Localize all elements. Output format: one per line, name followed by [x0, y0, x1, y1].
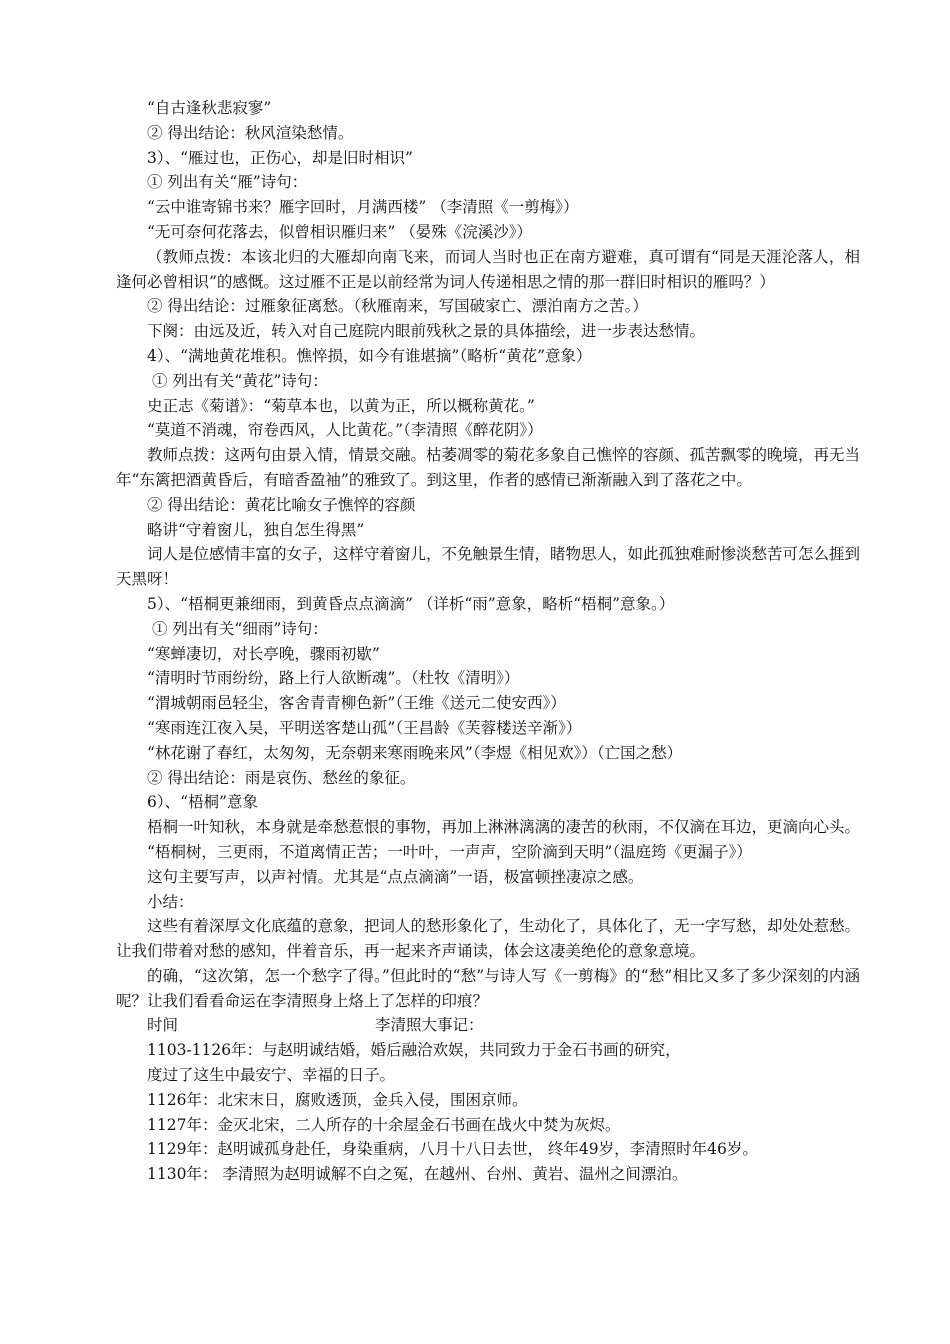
list-heading: ① 列出有关“细雨”诗句： [152, 619, 328, 638]
body-line: 略讲“守着窗儿，独自怎生得黑” [147, 520, 365, 539]
body-line: 下阕：由远及近，转入对自己庭院内眼前残秋之景的具体描绘，进一步表达愁情。 [147, 322, 706, 341]
poem-line: “无可奈何花落去，似曾相识雁归来” （晏殊《浣溪沙》） [147, 222, 533, 241]
poem-line: “清明时节雨纷纷，路上行人欲断魂”。（杜牧《清明》） [147, 669, 520, 688]
poem-line: “梧桐树，三更雨，不道离情正苦；一叶叶，一声声，空阶滴到天明”（温庭筠《更漏子》） [147, 842, 752, 861]
conclusion-line: ② 得出结论：秋风渲染愁情。 [147, 123, 354, 142]
timeline-entry: 1129年：赵明诚孤身赴任，身染重病，八月十八日去世， 终年49岁，李清照时年46岁。 [147, 1140, 758, 1159]
conclusion-line: ② 得出结论：黄花比喻女子憔悴的容颜 [147, 495, 416, 514]
section-heading: 3）、“雁过也，正伤心，却是旧时相识” [147, 148, 413, 167]
summary-paragraph: 这些有着深厚文化底蕴的意象，把词人的愁形象化了，生动化了，具体化了，无一字写愁，却处处惹愁。让我们带着对愁的感知，伴着音乐，再一起来齐声诵读，体会这凄美绝伦的意象意境。 [116, 917, 861, 961]
poem-line: 史正志《菊谱》：“菊草本也，以黄为正，所以概称黄花。” [147, 396, 535, 415]
section-heading: 4）、“满地黄花堆积。憔悴损，如今有谁堪摘”（略析“黄花”意象） [147, 346, 592, 365]
section-heading: 6）、“梧桐”意象 [147, 793, 258, 812]
body-paragraph: 梧桐一叶知秋，本身就是牵愁惹恨的事物，再加上淋淋漓漓的凄苦的秋雨，不仅滴在耳边，更滴向心头。 [147, 818, 861, 837]
timeline-entry: 度过了这生中最安宁、幸福的日子。 [147, 1066, 396, 1085]
timeline-entry: 1127年：金灭北宋，二人所存的十余屋金石书画在战火中焚为灰烬。 [147, 1115, 621, 1134]
poem-line: “云中谁寄锦书来？雁字回时，月满西楼” （李清照《一剪梅》） [147, 198, 579, 217]
list-heading: ① 列出有关“雁”诗句： [147, 173, 308, 192]
timeline-events-header: 李清照大事记： [375, 1016, 484, 1035]
poem-line: “渭城朝雨邑轻尘，客舍青青柳色新”（王维《送元二使安西》） [147, 694, 566, 713]
timeline-header [116, 1013, 860, 1038]
teacher-note-paragraph: （教师点拨：本该北归的大雁却向南飞来，而词人当时也正在南方避难，真可谓有“同是天涯沦落人，相逢何必曾相识”的感慨。这过雁不正是以前经常为词人传递相思之情的那一群旧时相识的雁吗？） [116, 247, 860, 291]
poem-line: “寒蝉凄切，对长亭晚，骤雨初歇” [147, 644, 380, 663]
timeline-entry: 1103-1126年：与赵明诚结婚，婚后融洽欢娱，共同致力于金石书画的研究， [147, 1041, 681, 1060]
timeline-entry: 1130年： 李清照为赵明诚解不白之冤，在越州、台州、黄岩、温州之间漂泊。 [147, 1165, 688, 1184]
list-heading: ① 列出有关“黄花”诗句： [152, 371, 328, 390]
conclusion-line: ② 得出结论：雨是哀伤、愁丝的象征。 [147, 768, 416, 787]
timeline-time-header: 时间 [147, 1016, 179, 1035]
teacher-note-paragraph: 教师点拨：这两句由景入情，情景交融。枯萎凋零的菊花多象自己憔悴的容颜、孤苦飘零的晚境，再无当年“东篱把酒黄昏后，有暗香盈袖”的雅致了。到这里，作者的感情已渐渐融入到了落花之中。 [116, 446, 861, 489]
body-paragraph: 的确，“这次第，怎一个愁字了得。”但此时的“愁”与诗人写《一剪梅》的“愁”相比又多了多少深刻的内涵呢？让我们看看命运在李清照身上烙上了怎样的印痕？ [116, 966, 860, 1010]
body-line: 这句主要写声，以声衬情。尤其是“点点滴滴”一语，极富顿挫凄凉之感。 [147, 867, 644, 886]
quote-line: “自古逢秋悲寂寥” [147, 99, 272, 117]
document-body [116, 96, 860, 1187]
poem-line: “林花谢了春红，太匆匆，无奈朝来寒雨晚来风”（李煜《相见欢》）（亡国之愁） [147, 743, 683, 762]
conclusion-line: ② 得出结论：过雁象征离愁。（秋雁南来，写国破家亡、漂泊南方之苦。） [147, 297, 648, 316]
body-paragraph: 词人是位感情丰富的女子，这样守着窗儿，不免触景生情，睹物思人，如此孤独难耐惨淡愁苦可怎么捱到天黑呀！ [116, 545, 861, 589]
poem-line: “寒雨连江夜入吴，平明送客楚山孤”（王昌龄《芙蓉楼送辛渐》） [147, 718, 582, 737]
timeline-entry: 1126年：北宋末日，腐败透顶，金兵入侵，围困京师。 [147, 1090, 528, 1109]
section-heading: 5）、“梧桐更兼细雨，到黄昏点点滴滴” （详析“雨”意象，略析“梧桐”意象。） [147, 594, 675, 613]
summary-heading: 小结： [147, 892, 194, 911]
poem-line: “莫道不消魂，帘卷西风，人比黄花。”（李清照《醉花阴》） [147, 421, 543, 440]
